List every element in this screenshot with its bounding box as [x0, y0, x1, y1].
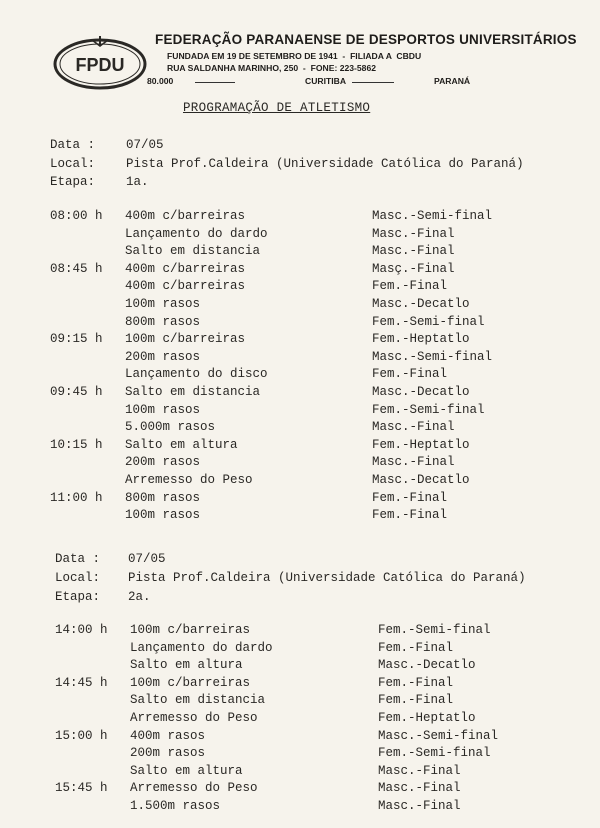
row-event: Lançamento do dardo	[130, 640, 273, 655]
org-name: FEDERAÇÃO PARANAENSE DE DESPORTOS UNIVERSITÁRIOS	[155, 32, 577, 47]
etapa-label: Etapa:	[50, 175, 96, 189]
affiliation-text: FILIADA A CBDU	[350, 51, 422, 61]
etapa-value: 1a.	[126, 175, 149, 189]
row-event: Arremesso do Peso	[130, 781, 258, 796]
local-value: Pista Prof.Caldeira (Universidade Católica do Paraná)	[126, 157, 524, 171]
row-category: Fem.-Final	[372, 367, 448, 382]
row-category: Masc.-Final	[372, 244, 455, 259]
row-category: Fem.-Final	[378, 640, 454, 655]
page-title: PROGRAMAÇÃO DE ATLETISMO	[183, 101, 371, 115]
row-event: 800m rasos	[125, 314, 201, 329]
state-text: PARANÁ	[434, 76, 471, 86]
rule-1	[195, 82, 235, 83]
row-category: Fem.-Semi-final	[378, 746, 491, 761]
row-event: 200m rasos	[125, 349, 201, 364]
data-label: Data :	[55, 552, 101, 566]
row-time: 09:45 h	[50, 385, 103, 399]
row-event: 100m c/barreiras	[125, 332, 246, 347]
etapa-label: Etapa:	[55, 590, 101, 604]
postal-code: 80.000	[147, 76, 174, 86]
row-category: Masc.-Final	[372, 226, 455, 241]
local-label: Local:	[55, 571, 101, 585]
row-time: 14:00 h	[55, 623, 108, 637]
local-value: Pista Prof.Caldeira (Universidade Católica do Paraná)	[128, 571, 526, 585]
row-event: 100m rasos	[125, 297, 201, 311]
row-category: Masc.-Final	[372, 455, 455, 470]
row-category: Masc.-Semi-final	[372, 349, 493, 364]
row-event: Salto em altura	[125, 437, 238, 452]
row-event: 400m c/barreiras	[125, 261, 246, 276]
row-category: Fem.-Final	[372, 490, 448, 505]
row-event: 400m c/barreiras	[125, 279, 246, 294]
row-time: 10:15 h	[50, 437, 103, 452]
row-category: Masc.-Final	[378, 763, 461, 778]
row-event: 200m rasos	[130, 746, 206, 761]
row-event: 100m rasos	[125, 402, 201, 417]
row-category: Masç.-Final	[372, 261, 455, 276]
row-category: Masc.-Final	[378, 799, 461, 813]
row-category: Fem.-Semi-final	[372, 314, 485, 329]
row-time: 08:45 h	[50, 261, 103, 276]
row-event: Salto em altura	[130, 658, 243, 673]
row-category: Fem.-Heptatlo	[372, 332, 470, 347]
phone-text: FONE: 223-5862	[310, 63, 377, 73]
row-category: Masc.-Decatlo	[372, 385, 470, 399]
letterhead-line-1: FUNDADA EM 19 DE SETEMBRO DE 1941 - FILIADA A CBDU	[167, 51, 422, 61]
row-category: Fem.-Semi-final	[378, 623, 491, 637]
city-text: CURITIBA	[305, 76, 347, 86]
row-event: 200m rasos	[125, 455, 201, 470]
row-category: Masc.-Semi-final	[378, 728, 499, 743]
row-event: 100m rasos	[125, 508, 201, 523]
row-event: 100m c/barreiras	[130, 675, 251, 690]
row-event: 100m c/barreiras	[130, 623, 251, 637]
row-event: 400m c/barreiras	[125, 209, 246, 223]
row-category: Fem.-Final	[372, 508, 448, 523]
row-category: Fem.-Final	[372, 279, 448, 294]
row-time: 14:45 h	[55, 675, 108, 690]
row-event: Arremesso do Peso	[125, 473, 253, 487]
address-text: RUA SALDANHA MARINHO, 250	[167, 63, 299, 73]
row-category: Masc.-Semi-final	[372, 209, 493, 223]
row-event: Salto em distancia	[125, 385, 261, 399]
data-value: 07/05	[128, 552, 166, 566]
row-category: Fem.-Final	[378, 675, 454, 690]
fpdu-logo	[52, 34, 148, 92]
row-event: Salto em distancia	[125, 244, 261, 259]
local-label: Local:	[50, 157, 96, 171]
rule-2	[352, 82, 394, 83]
row-category: Masc.-Decatlo	[378, 658, 476, 673]
row-event: 400m rasos	[130, 728, 206, 743]
row-category: Masc.-Decatlo	[372, 473, 470, 487]
row-event: Lançamento do dardo	[125, 226, 268, 241]
data-label: Data :	[50, 138, 96, 152]
row-category: Fem.-Semi-final	[372, 402, 485, 417]
row-time: 09:15 h	[50, 332, 103, 347]
data-value: 07/05	[126, 138, 164, 152]
row-category: Masc.-Final	[372, 420, 455, 435]
row-time: 11:00 h	[50, 490, 103, 505]
row-time: 15:00 h	[55, 728, 108, 743]
founded-text: FUNDADA EM 19 DE SETEMBRO DE 1941	[167, 51, 338, 61]
row-event: 1.500m rasos	[130, 799, 221, 813]
row-category: Masc.-Final	[378, 781, 461, 796]
letterhead	[147, 32, 577, 86]
row-time: 15:45 h	[55, 781, 108, 796]
row-category: Fem.-Final	[378, 693, 454, 708]
fpdu-logo-graphic	[52, 34, 148, 92]
row-category: Masc.-Decatlo	[372, 297, 470, 311]
row-time: 08:00 h	[50, 209, 103, 223]
row-category: Fem.-Heptatlo	[372, 437, 470, 452]
row-event: Salto em altura	[130, 763, 243, 778]
logo-text: FPDU	[75, 55, 125, 75]
row-event: 5.000m rasos	[125, 420, 216, 435]
etapa-value: 2a.	[128, 590, 151, 604]
letterhead-line-2: RUA SALDANHA MARINHO, 250 - FONE: 223-5862	[167, 63, 377, 73]
row-event: 800m rasos	[125, 490, 201, 505]
row-event: Lançamento do disco	[125, 367, 268, 382]
row-event: Salto em distancia	[130, 693, 266, 708]
row-event: Arremesso do Peso	[130, 711, 258, 725]
row-category: Fem.-Heptatlo	[378, 711, 476, 725]
